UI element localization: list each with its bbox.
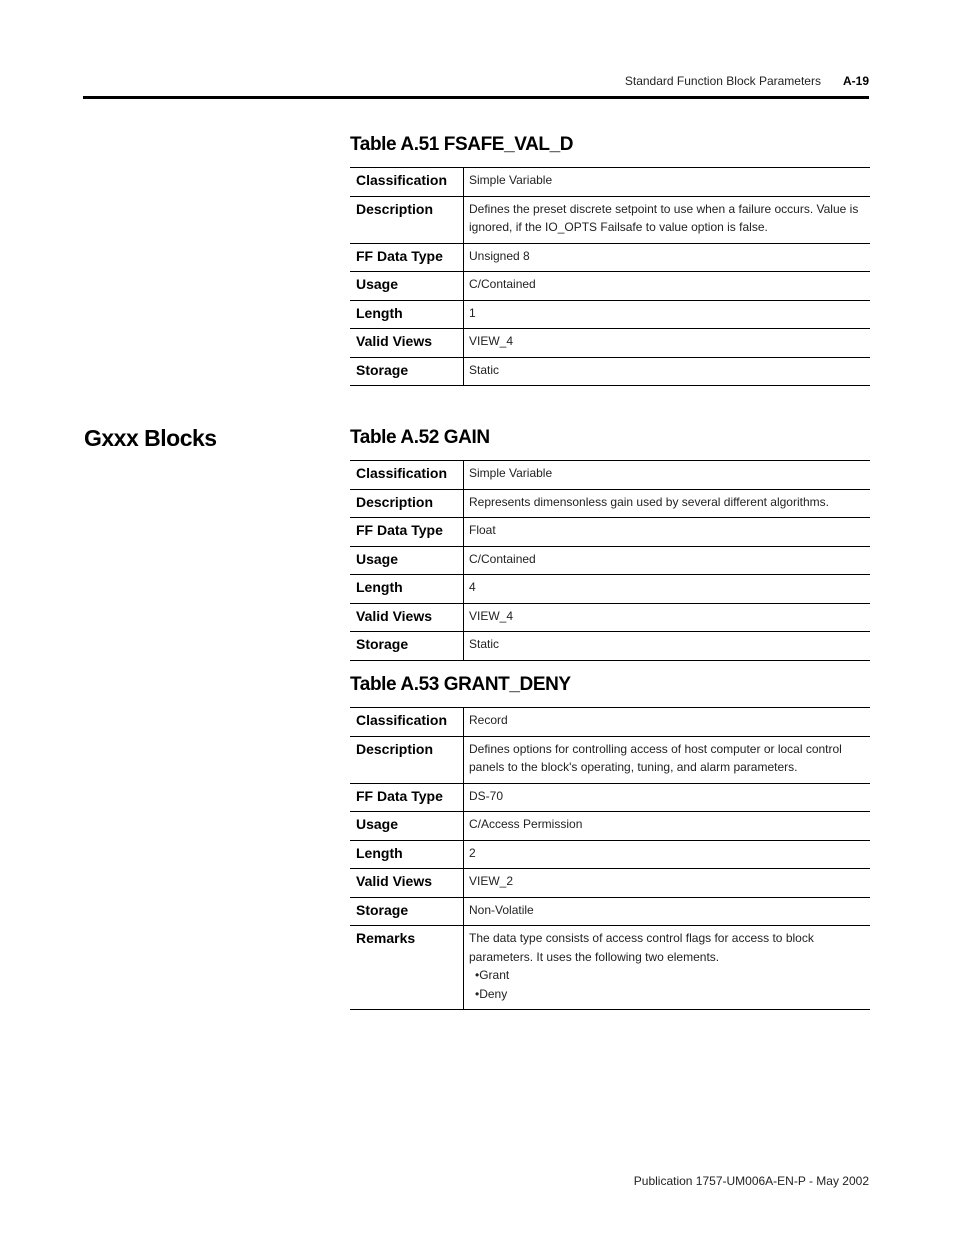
table-gain: [350, 427, 870, 661]
row-value: VIEW_4: [464, 329, 871, 358]
row-key: Valid Views: [350, 329, 464, 358]
row-key: Usage: [350, 272, 464, 301]
table-row: [350, 632, 870, 661]
row-key: Storage: [350, 897, 464, 926]
table-row: [350, 196, 870, 243]
row-key: Usage: [350, 812, 464, 841]
row-key: Valid Views: [350, 869, 464, 898]
table-row: [350, 783, 870, 812]
bullet-list: [469, 966, 864, 1003]
row-key: Classification: [350, 461, 464, 490]
row-value: DS-70: [464, 783, 871, 812]
table-row: [350, 272, 870, 301]
table-row: [350, 897, 870, 926]
table-row: [350, 518, 870, 547]
row-key: Storage: [350, 357, 464, 386]
row-key: Description: [350, 196, 464, 243]
table-row: [350, 300, 870, 329]
row-key: Remarks: [350, 926, 464, 1010]
row-value: Non-Volatile: [464, 897, 871, 926]
row-key: FF Data Type: [350, 243, 464, 272]
row-value: Float: [464, 518, 871, 547]
row-value: Simple Variable: [464, 168, 871, 197]
table-row: [350, 243, 870, 272]
row-key: Length: [350, 840, 464, 869]
row-value: Simple Variable: [464, 461, 871, 490]
row-key: Description: [350, 736, 464, 783]
table-row: [350, 603, 870, 632]
section-heading: Gxxx Blocks: [84, 425, 217, 451]
row-value: Static: [464, 357, 871, 386]
parameter-table: [350, 707, 870, 1010]
table-row: [350, 736, 870, 783]
table-row: [350, 546, 870, 575]
bullet-item: • Deny: [475, 985, 864, 1004]
row-value: C/Contained: [464, 546, 871, 575]
row-value: [464, 926, 871, 1010]
row-key: Description: [350, 489, 464, 518]
row-key: Classification: [350, 708, 464, 737]
table-row: [350, 708, 870, 737]
page-number: A-19: [842, 74, 869, 88]
row-value: 1: [464, 300, 871, 329]
table-grant-deny: [350, 674, 870, 1010]
row-key: Length: [350, 575, 464, 604]
row-key: Valid Views: [350, 603, 464, 632]
table-row: [350, 840, 870, 869]
table-row: [350, 357, 870, 386]
table-title: Table A.51 FSAFE_VAL_D: [350, 134, 574, 155]
row-key: Storage: [350, 632, 464, 661]
table-row: [350, 489, 870, 518]
row-key: Length: [350, 300, 464, 329]
row-key: FF Data Type: [350, 518, 464, 547]
row-value: Unsigned 8: [464, 243, 871, 272]
row-value: VIEW_4: [464, 603, 871, 632]
row-key: FF Data Type: [350, 783, 464, 812]
row-value: VIEW_2: [464, 869, 871, 898]
table-title: Table A.53 GRANT_DENY: [350, 674, 571, 695]
row-value: Static: [464, 632, 871, 661]
row-value: Record: [464, 708, 871, 737]
page-footer: Publication 1757-UM006A-EN-P - May 2002: [633, 1174, 869, 1188]
header-rule: [83, 96, 869, 99]
table-row: [350, 329, 870, 358]
row-key: Usage: [350, 546, 464, 575]
table-row: [350, 869, 870, 898]
row-key: Classification: [350, 168, 464, 197]
parameter-table: [350, 167, 870, 386]
row-value: Defines the preset discrete setpoint to use when a failure occurs. Value is ignored, if the IO_OPTS Failsafe to value option is false.: [464, 196, 871, 243]
page-header: [84, 74, 869, 88]
row-value: Represents dimensonless gain used by several different algorithms.: [464, 489, 871, 518]
remarks-text: The data type consists of access control flags for access to block parameters. It uses the following two elements.: [469, 931, 814, 964]
table-row: [350, 575, 870, 604]
row-value: C/Contained: [464, 272, 871, 301]
row-value: C/Access Permission: [464, 812, 871, 841]
table-title: Table A.52 GAIN: [350, 427, 490, 448]
row-value: 2: [464, 840, 871, 869]
table-fsafe-val-d: [350, 134, 870, 386]
row-value: 4: [464, 575, 871, 604]
header-section-title: Standard Function Block Parameters: [624, 74, 821, 88]
table-row: [350, 461, 870, 490]
bullet-item: • Grant: [475, 966, 864, 985]
table-row: [350, 812, 870, 841]
table-row: [350, 168, 870, 197]
parameter-table: [350, 460, 870, 661]
row-value: Defines options for controlling access of host computer or local control panels to the block's operating, tuning, and alarm parameters.: [464, 736, 871, 783]
table-row: [350, 926, 870, 1010]
